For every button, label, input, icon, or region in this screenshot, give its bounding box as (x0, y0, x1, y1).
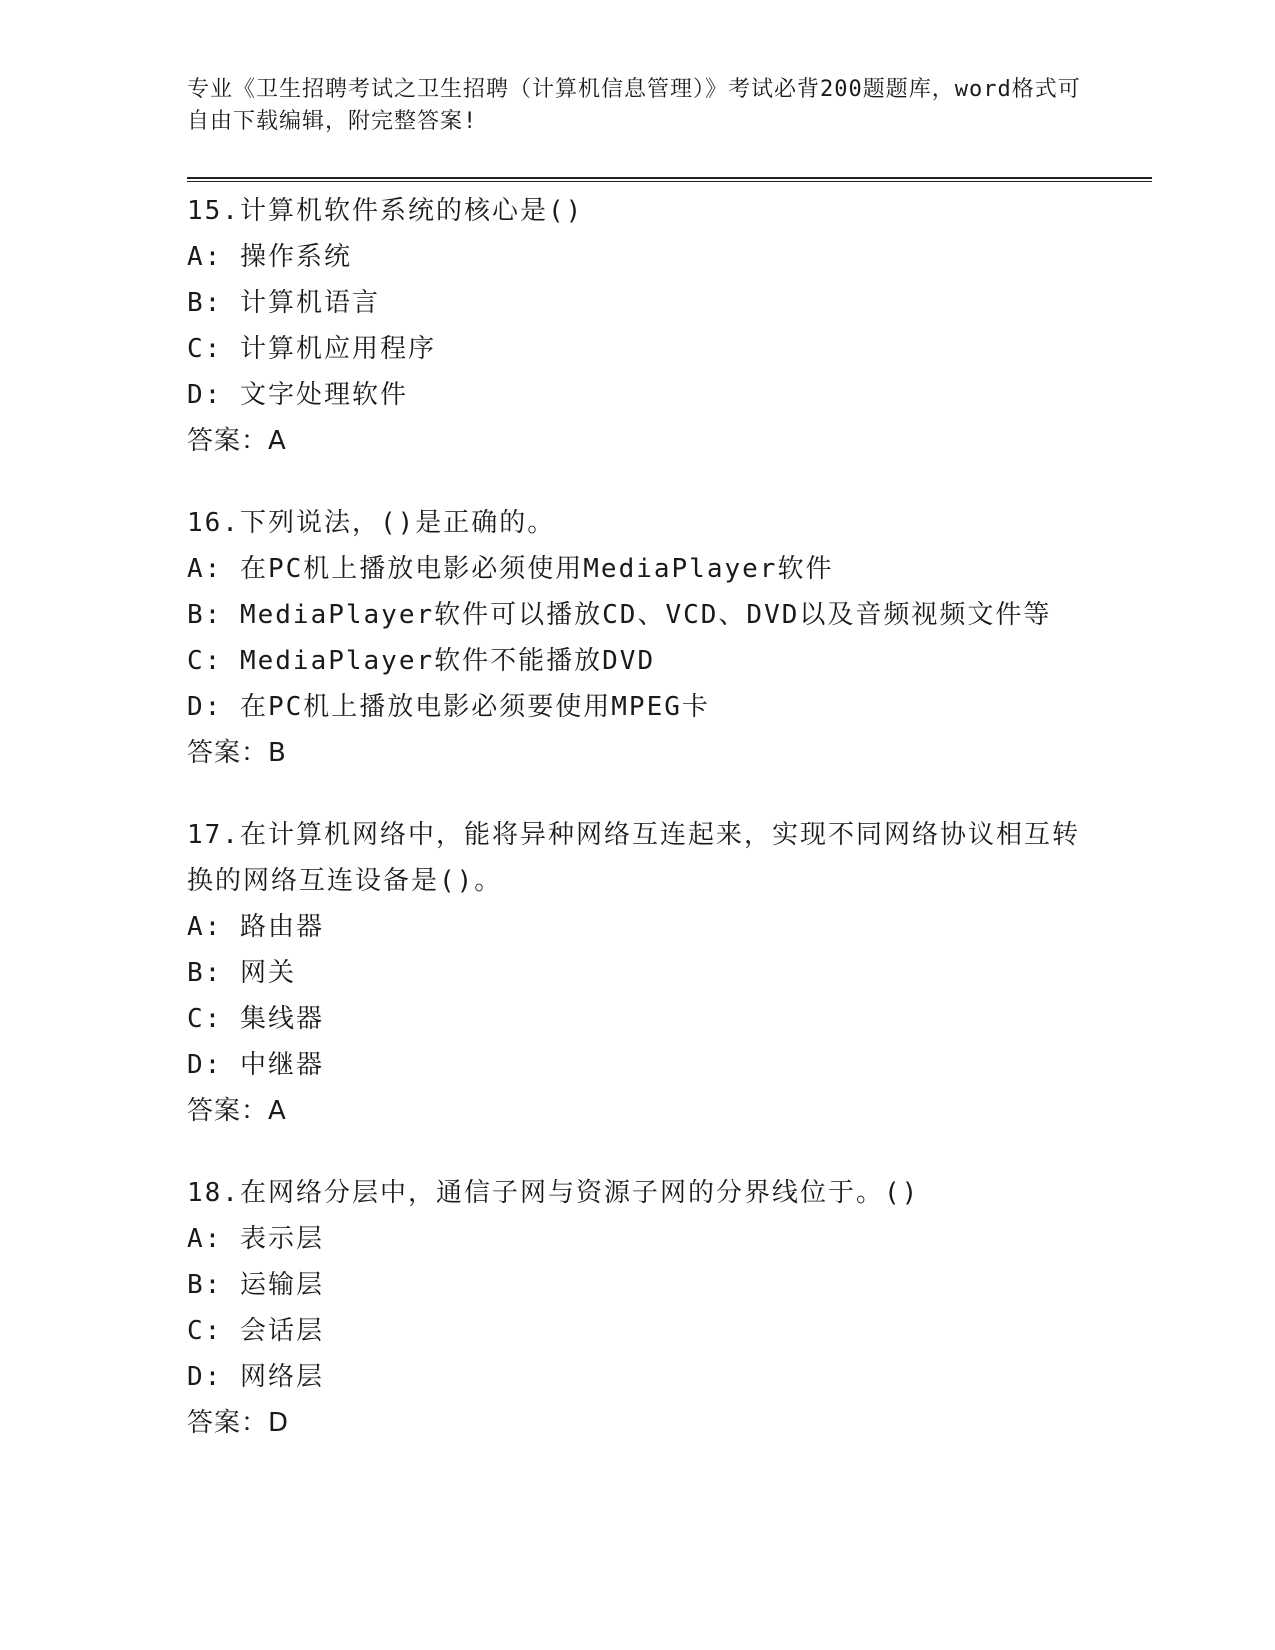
option-c: C: 计算机应用程序 (187, 334, 436, 364)
question-stem: 16.下列说法，()是正确的。 (187, 508, 556, 538)
question-item (187, 500, 1107, 776)
option-a: A: 表示层 (187, 1224, 324, 1254)
answer-line: 答案：D (187, 1408, 290, 1438)
option-b: B: MediaPlayer软件可以播放CD、VCD、DVD以及音频视频文件等 (187, 600, 1052, 630)
option-b: B: 计算机语言 (187, 288, 380, 318)
option-d: D: 在PC机上播放电影必须要使用MPEG卡 (187, 692, 710, 722)
answer-line: 答案：A (187, 426, 287, 456)
question-stem: 17.在计算机网络中，能将异种网络互连起来，实现不同网络协议相互转换的网络互连设备是()。 (187, 820, 1080, 896)
option-d: D: 网络层 (187, 1362, 324, 1392)
header-divider (187, 177, 1152, 182)
option-a: A: 操作系统 (187, 242, 352, 272)
question-stem: 18.在网络分层中，通信子网与资源子网的分界线位于。() (187, 1178, 920, 1208)
option-d: D: 中继器 (187, 1050, 324, 1080)
option-a: A: 路由器 (187, 912, 324, 942)
option-a: A: 在PC机上播放电影必须使用MediaPlayer软件 (187, 554, 834, 584)
question-item (187, 1170, 1107, 1446)
answer-line: 答案：A (187, 1096, 287, 1126)
option-c: C: 会话层 (187, 1316, 324, 1346)
document-title: 专业《卫生招聘考试之卫生招聘（计算机信息管理）》考试必背200题题库，word格式可自由下载编辑，附完整答案! (187, 77, 1081, 134)
option-b: B: 网关 (187, 958, 296, 988)
option-d: D: 文字处理软件 (187, 380, 408, 410)
question-stem: 15.计算机软件系统的核心是() (187, 196, 584, 226)
question-item (187, 812, 1107, 1134)
option-c: C: MediaPlayer软件不能播放DVD (187, 646, 656, 676)
option-b: B: 运输层 (187, 1270, 324, 1300)
answer-line: 答案：B (187, 738, 287, 768)
question-item (187, 188, 1107, 464)
question-list (187, 188, 1107, 1482)
option-c: C: 集线器 (187, 1004, 324, 1034)
